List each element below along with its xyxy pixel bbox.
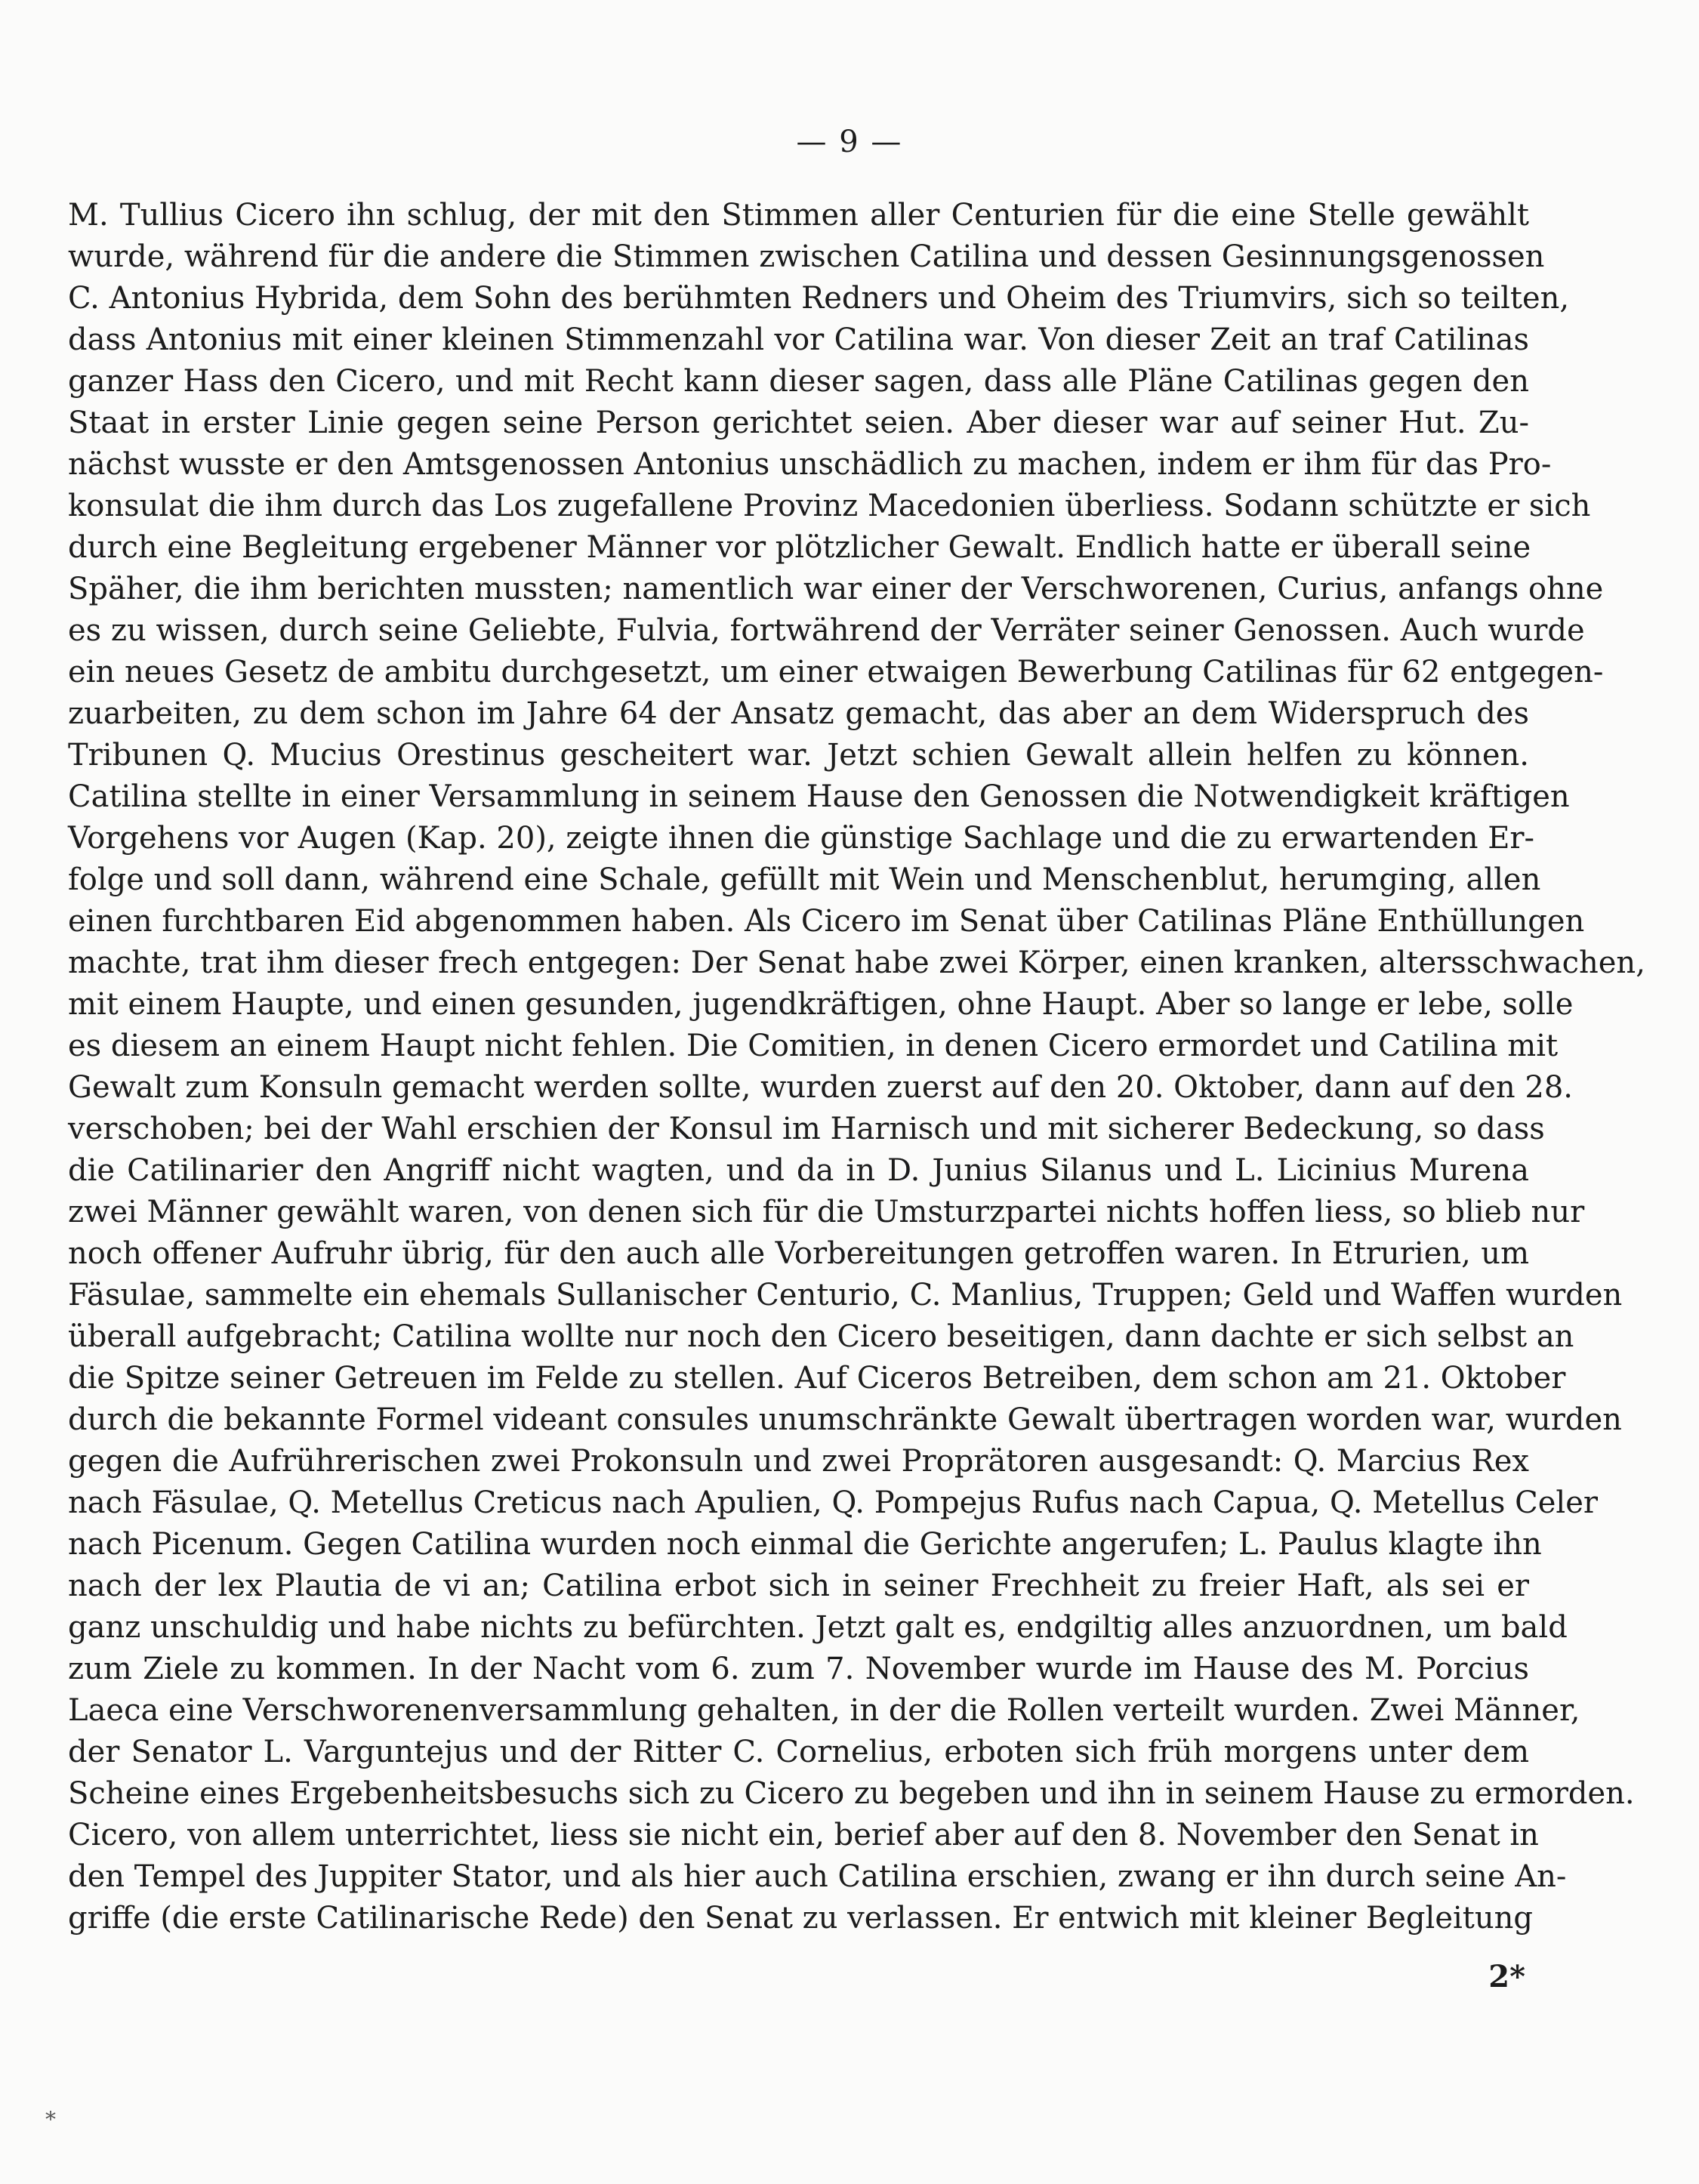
edge-mark: * (45, 2107, 56, 2132)
text-line: es diesem an einem Haupt nicht fehlen. Die Comitien, in denen Cicero ermordet und Catilina mit (68, 1029, 1559, 1063)
text-line: griffe (die erste Catilinarische Rede) den Senat zu verlassen. Er entwich mit kleiner Begleitung (68, 1901, 1533, 1936)
text-line: ein neues Gesetz de ambitu durchgesetzt, um einer etwaigen Bewerbung Catilinas für 62 entgegen- (68, 655, 1604, 689)
text-line: konsulat die ihm durch das Los zugefallene Provinz Macedonien überliess. Sodann schützte er sich (68, 489, 1591, 523)
body-text (68, 195, 1645, 1939)
text-line: Gewalt zum Konsuln gemacht werden sollte, wurden zuerst auf den 20. Oktober, dann auf den 28. (68, 1070, 1573, 1105)
text-line: zwei Männer gewählt waren, von denen sich für die Umsturzpartei nichts hoffen liess, so blieb nur (68, 1195, 1585, 1229)
text-line: noch offener Aufruhr übrig, für den auch alle Vorbereitungen getroffen waren. In Etrurien, um (68, 1236, 1529, 1271)
page-number: — 9 — (796, 125, 903, 159)
text-line: verschoben; bei der Wahl erschien der Konsul im Harnisch und mit sicherer Bedeckung, so dass (68, 1112, 1545, 1146)
text-line: M. Tullius Cicero ihn schlug, der mit den Stimmen aller Centurien für die eine Stelle gewählt (68, 198, 1529, 233)
text-line: C. Antonius Hybrida, dem Sohn des berühmten Redners und Oheim des Triumvirs, sich so teilten, (68, 281, 1570, 316)
text-line: Staat in erster Linie gegen seine Person gerichtet seien. Aber dieser war auf seiner Hut. Zu- (68, 406, 1529, 440)
text-line: einen furchtbaren Eid abgenommen haben. Als Cicero im Senat über Catilinas Pläne Enthüllungen (68, 904, 1585, 939)
text-line: Tribunen Q. Mucius Orestinus gescheitert war. Jetzt schien Gewalt allein helfen zu können. (68, 738, 1529, 773)
text-line: nächst wusste er den Amtsgenossen Antonius unschädlich zu machen, indem er ihm für das Pro- (68, 447, 1552, 482)
text-line: es zu wissen, durch seine Geliebte, Fulvia, fortwährend der Verräter seiner Genossen. Auch wurde (68, 613, 1585, 648)
text-line: den Tempel des Juppiter Stator, und als hier auch Catilina erschien, zwang er ihn durch seine An- (68, 1859, 1567, 1894)
text-line: nach Picenum. Gegen Catilina wurden noch einmal die Gerichte angerufen; L. Paulus klagte ihn (68, 1527, 1542, 1562)
text-line: machte, trat ihm dieser frech entgegen: Der Senat habe zwei Körper, einen kranken, altersschwachen, (68, 945, 1645, 980)
text-line: dass Antonius mit einer kleinen Stimmenzahl vor Catilina war. Von dieser Zeit an traf Catilinas (68, 322, 1529, 357)
text-line: die Spitze seiner Getreuen im Felde zu stellen. Auf Ciceros Betreiben, dem schon am 21. Oktober (68, 1361, 1566, 1396)
text-line: nach der lex Plautia de vi an; Catilina erbot sich in seiner Frechheit zu freier Haft, als sei er (68, 1569, 1529, 1603)
text-line: die Catilinarier den Angriff nicht wagten, und da in D. Junius Silanus und L. Licinius Murena (68, 1153, 1529, 1188)
text-line: ganz unschuldig und habe nichts zu befürchten. Jetzt galt es, endgiltig alles anzuordnen, um bald (68, 1610, 1568, 1645)
text-line: Catilina stellte in einer Versammlung in seinem Hause den Genossen die Notwendigkeit kräftigen (68, 779, 1570, 814)
text-line: Laeca eine Verschworenenversammlung gehalten, in der die Rollen verteilt wurden. Zwei Männer, (68, 1693, 1580, 1728)
text-line: nach Fäsulae, Q. Metellus Creticus nach Apulien, Q. Pompejus Rufus nach Capua, Q. Metellus Celer (68, 1485, 1599, 1520)
text-line: durch eine Begleitung ergebener Männer vor plötzlicher Gewalt. Endlich hatte er überall seine (68, 530, 1531, 565)
text-line: Fäsulae, sammelte ein ehemals Sullanischer Centurio, C. Manlius, Truppen; Geld und Waffen wurden (68, 1278, 1623, 1313)
text-line: Cicero, von allem unterrichtet, liess sie nicht ein, berief aber auf den 8. November den Senat in (68, 1818, 1539, 1852)
text-line: überall aufgebracht; Catilina wollte nur noch den Cicero beseitigen, dann dachte er sich selbst an (68, 1319, 1574, 1354)
text-line: Späher, die ihm berichten mussten; namentlich war einer der Verschworenen, Curius, anfangs ohne (68, 572, 1604, 606)
text-line: Vorgehens vor Augen (Kap. 20), zeigte ihnen die günstige Sachlage und die zu erwartenden Er- (68, 821, 1535, 856)
text-line: wurde, während für die andere die Stimmen zwischen Catilina und dessen Gesinnungsgenossen (68, 239, 1545, 274)
signature-mark: 2* (1488, 1959, 1525, 1994)
text-line: gegen die Aufrührerischen zwei Prokonsuln und zwei Proprätoren ausgesandt: Q. Marcius Rex (68, 1444, 1529, 1479)
text-line: der Senator L. Varguntejus und der Ritter C. Cornelius, erboten sich früh morgens unter dem (68, 1735, 1529, 1769)
text-line: zum Ziele zu kommen. In der Nacht vom 6. zum 7. November wurde im Hause des M. Porcius (68, 1652, 1529, 1686)
text-line: durch die bekannte Formel videant consules unumschränkte Gewalt übertragen worden war, wurden (68, 1402, 1622, 1437)
text-line: mit einem Haupte, und einen gesunden, jugendkräftigen, ohne Haupt. Aber so lange er lebe, solle (68, 987, 1574, 1022)
text-line: zuarbeiten, zu dem schon im Jahre 64 der Ansatz gemacht, das aber an dem Widerspruch des (68, 696, 1529, 731)
text-line: ganzer Hass den Cicero, und mit Recht kann dieser sagen, dass alle Pläne Catilinas gegen den (68, 364, 1529, 399)
text-line: folge und soll dann, während eine Schale, gefüllt mit Wein und Menschenblut, herumging, allen (68, 862, 1541, 897)
text-line: Scheine eines Ergebenheitsbesuchs sich zu Cicero zu begeben und ihn in seinem Hause zu ermorden. (68, 1776, 1635, 1811)
